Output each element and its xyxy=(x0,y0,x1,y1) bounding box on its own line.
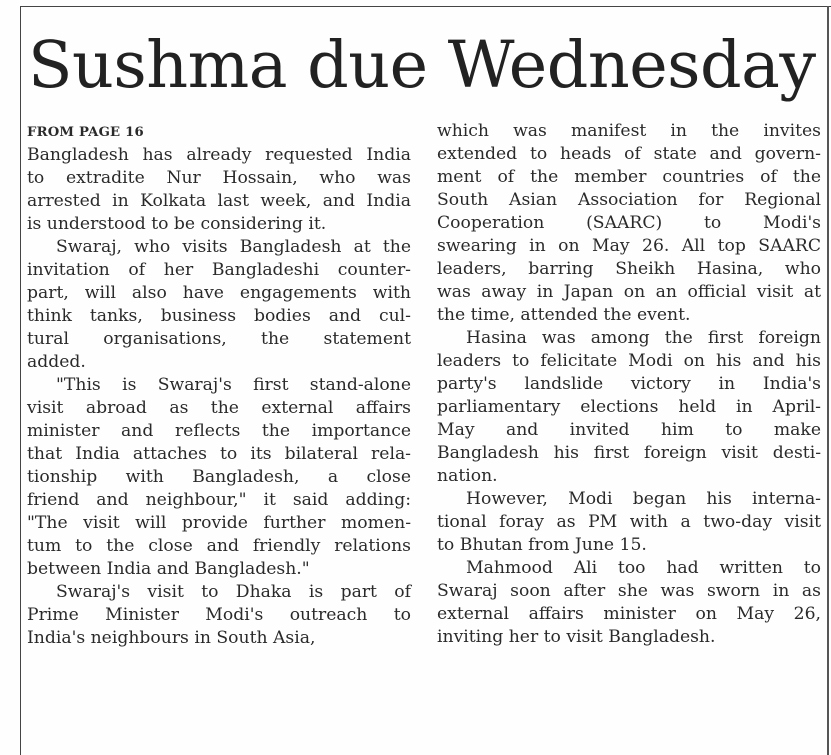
text-line: part, will also have engagements with xyxy=(27,283,411,303)
article-paragraph xyxy=(27,236,411,374)
text-line: "The visit will provide further momen- xyxy=(27,513,411,533)
article-paragraph xyxy=(27,144,411,236)
text-line: Swaraj soon after she was sworn in as xyxy=(437,581,821,601)
article-column-left xyxy=(27,121,411,650)
text-line: South Asian Association for Regional xyxy=(437,190,821,210)
left-rule xyxy=(20,6,21,755)
text-line: Bangladesh his first foreign visit desti- xyxy=(437,443,821,463)
text-line: friend and neighbour," it said adding: xyxy=(27,490,411,510)
text-line: ment of the member countries of the xyxy=(437,167,821,187)
text-line: visit abroad as the external affairs xyxy=(27,398,411,418)
top-rule xyxy=(20,6,831,7)
text-line: Bangladesh has already requested India xyxy=(27,145,411,165)
article-paragraph xyxy=(437,557,821,649)
text-line: Hasina was among the first foreign xyxy=(466,328,821,348)
text-line: party's landslide victory in India's xyxy=(437,374,821,394)
text-line: the time, attended the event. xyxy=(437,305,691,325)
article-paragraph xyxy=(27,581,411,650)
text-line: tural organisations, the statement xyxy=(27,329,411,349)
text-line: Swaraj, who visits Bangladesh at the xyxy=(56,237,411,257)
text-line: "This is Swaraj's first stand-alone xyxy=(56,375,411,395)
text-line: extended to heads of state and govern- xyxy=(437,144,821,164)
text-line: leaders, barring Sheikh Hasina, who xyxy=(437,259,821,279)
left-column-body xyxy=(27,144,411,650)
text-line: between India and Bangladesh." xyxy=(27,559,310,579)
text-line: tionship with Bangladesh, a close xyxy=(27,467,411,487)
text-line: to extradite Nur Hossain, who was xyxy=(27,168,411,188)
text-line: to Bhutan from June 15. xyxy=(437,535,647,555)
text-line: inviting her to visit Bangladesh. xyxy=(437,627,716,647)
text-line: added. xyxy=(27,352,86,372)
text-line: Cooperation (SAARC) to Modi's xyxy=(437,213,821,233)
text-line: arrested in Kolkata last week, and India xyxy=(27,191,411,211)
text-line: Swaraj's visit to Dhaka is part of xyxy=(56,582,411,602)
text-line: parliamentary elections held in April- xyxy=(437,397,821,417)
headline: Sushma due Wednesday xyxy=(28,28,816,103)
right-column-body xyxy=(437,120,821,649)
article-paragraph xyxy=(27,374,411,581)
article-column-right xyxy=(437,120,821,649)
text-line: was away in Japan on an official visit at xyxy=(437,282,821,302)
article-paragraph xyxy=(437,120,821,327)
text-line: is understood to be considering it. xyxy=(27,214,327,234)
text-line: May and invited him to make xyxy=(437,420,821,440)
text-line: which was manifest in the invites xyxy=(437,121,821,141)
text-line: Prime Minister Modi's outreach to xyxy=(27,605,411,625)
dateline: FROM PAGE 16 xyxy=(27,125,144,140)
text-line: minister and reflects the importance xyxy=(27,421,411,441)
text-line: think tanks, business bodies and cul- xyxy=(27,306,411,326)
text-line: Mahmood Ali too had written to xyxy=(466,558,821,578)
text-line: tional foray as PM with a two-day visit xyxy=(437,512,821,532)
text-line: that India attaches to its bilateral rela- xyxy=(27,444,411,464)
text-line: tum to the close and friendly relations xyxy=(27,536,411,556)
text-line: external affairs minister on May 26, xyxy=(437,604,821,624)
text-line: nation. xyxy=(437,466,498,486)
article-paragraph xyxy=(437,327,821,488)
article-paragraph xyxy=(437,488,821,557)
right-rule xyxy=(827,6,829,755)
text-line: leaders to felicitate Modi on his and his xyxy=(437,351,821,371)
text-line: India's neighbours in South Asia, xyxy=(27,628,316,648)
text-line: invitation of her Bangladeshi counter- xyxy=(27,260,411,280)
text-line: However, Modi began his interna- xyxy=(466,489,821,509)
text-line: swearing in on May 26. All top SAARC xyxy=(437,236,821,256)
